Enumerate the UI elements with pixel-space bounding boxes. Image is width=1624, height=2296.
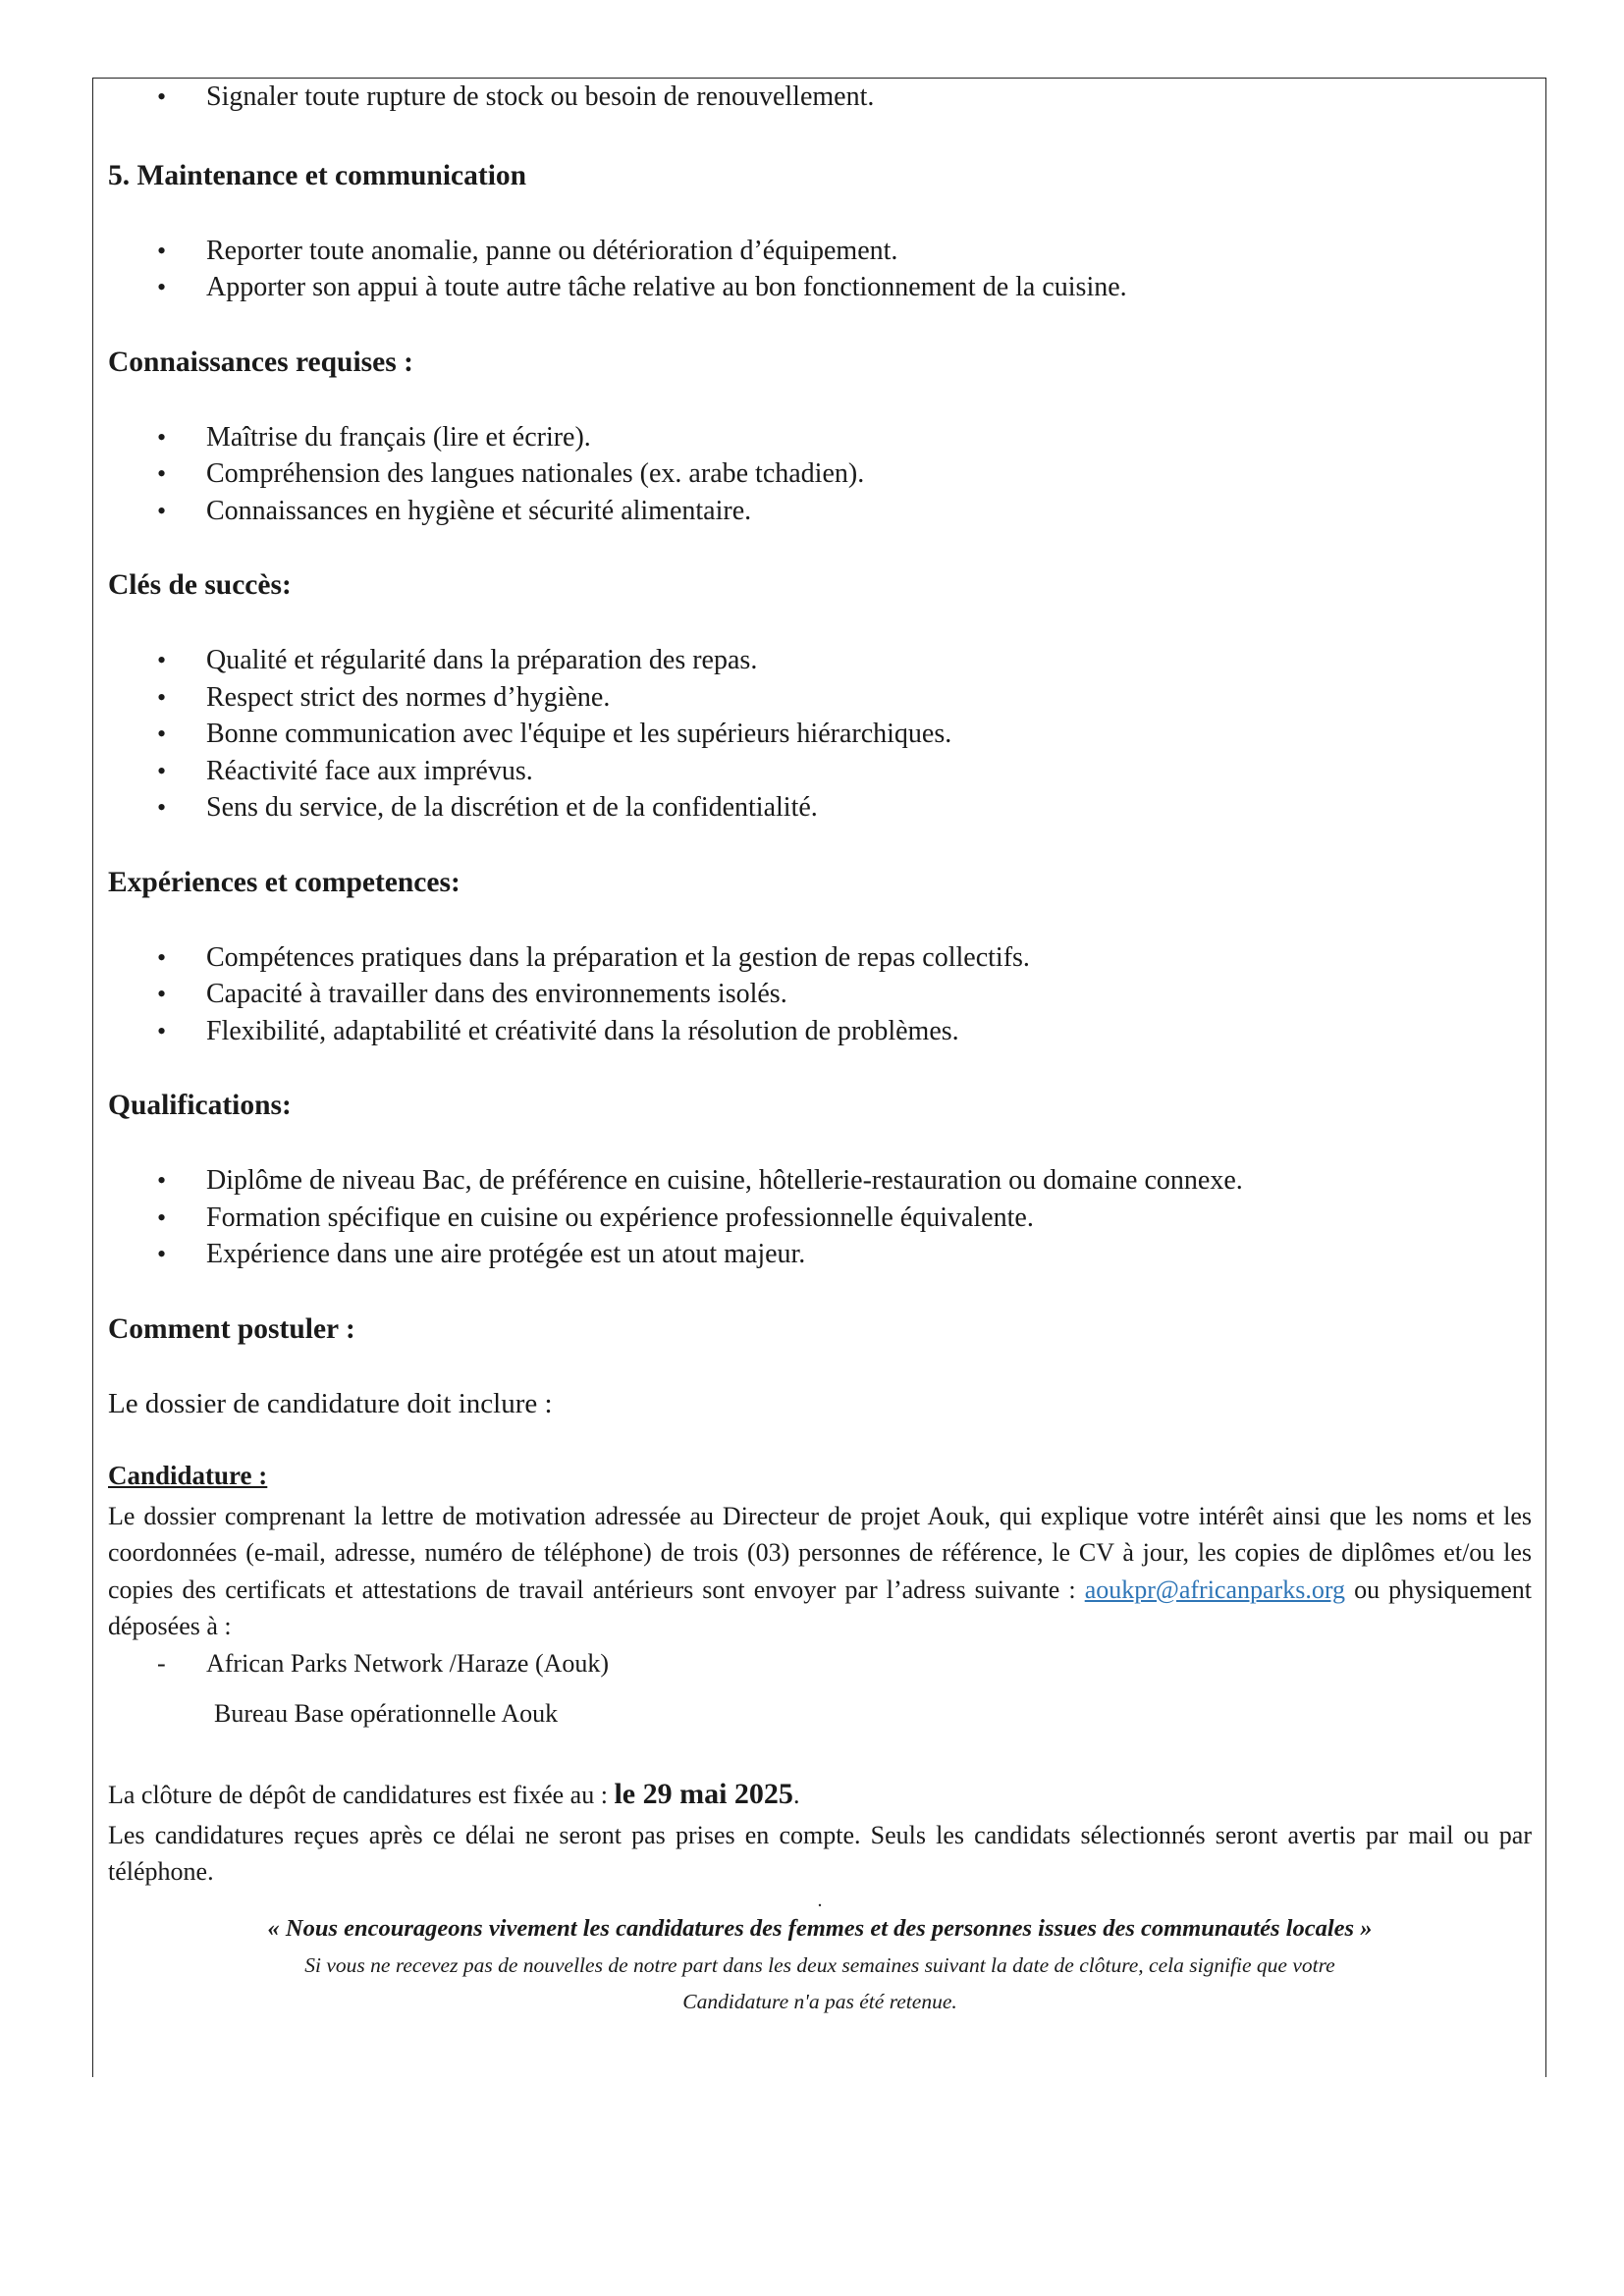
deadline-period: .: [792, 1780, 800, 1809]
late-notice: Les candidatures reçues après ce délai ne seront pas prises en compte. Seuls les candidats sélectionnés seront avertis par mail ou par téléphone.: [108, 1820, 1532, 1886]
list-item: • Connaissances en hygiène et sécurité alimentaire.: [108, 493, 1532, 530]
section-heading-qualifications: Qualifications:: [108, 1090, 292, 1121]
list-item: • Signaler toute rupture de stock ou besoin de renouvellement.: [108, 79, 1532, 116]
address-item: [108, 1645, 1532, 1682]
after-email-text: ou physiquement déposées à :: [108, 1575, 1533, 1640]
section-heading-cles: Clés de succès:: [108, 569, 292, 601]
section-heading-maintenance: 5. Maintenance et communication: [108, 159, 527, 191]
list-item: • Maîtrise du français (lire et écrire).: [108, 419, 1532, 456]
list-item: • Sens du service, de la discrétion et de la confidentialité.: [108, 789, 1532, 827]
section-heading-postuler: Comment postuler :: [108, 1312, 355, 1345]
document-body: [108, 79, 1532, 2020]
candidature-text: [108, 1498, 1532, 1645]
deadline-text: [108, 1775, 1532, 1815]
candidature-body: Le dossier comprenant la lettre de motivation adressée au Directeur de projet Aouk, qui explique votre intérêt ainsi que les noms et les coordonnées (e-mail, adresse, numéro de téléphone) de trois (03) personnes de référence, le CV à jour, les copies de diplômes et/ou les copies des certificats et attestations de travail antérieurs sont envoyer par l’adress suivante :: [108, 1501, 1532, 1604]
dash-marker: -: [157, 1648, 166, 1678]
candidature-title: Candidature :: [108, 1460, 268, 1490]
list-item: • Reporter toute anomalie, panne ou détérioration d’équipement.: [108, 233, 1532, 270]
list-item: • Formation spécifique en cuisine ou expérience professionnelle équivalente.: [108, 1200, 1532, 1237]
list-item: • Compréhension des langues nationales (ex. arabe tchadien).: [108, 455, 1532, 493]
list-item: • Expérience dans une aire protégée est un atout majeur.: [108, 1236, 1532, 1273]
deadline-date: le 29 mai 2025: [614, 1777, 793, 1810]
list-item: • Flexibilité, adaptabilité et créativité dans la résolution de problèmes.: [108, 1013, 1532, 1050]
office-line: Bureau Base opérationnelle Aouk: [214, 1699, 559, 1728]
address-line: African Parks Network /Haraze (Aouk): [206, 1648, 610, 1678]
deadline-label: La clôture de dépôt de candidatures est fixée au :: [108, 1780, 615, 1809]
list-item: • Compétences pratiques dans la préparation et la gestion de repas collectifs.: [108, 939, 1532, 977]
list-item: • Apporter son appui à toute autre tâche relative au bon fonctionnement de la cuisine.: [108, 269, 1532, 306]
encouragement-quote: « Nous encourageons vivement les candidatures des femmes et des personnes issues des communautés locales »: [267, 1914, 1373, 1942]
qualifications-list: [108, 1162, 1532, 1273]
list-item: • Respect strict des normes d’hygiène.: [108, 679, 1532, 717]
closing-note-line1: Si vous ne recevez pas de nouvelles de notre part dans les deux semaines suivant la date de clôture, cela signifie que votre: [304, 1952, 1335, 1977]
experiences-list: [108, 939, 1532, 1050]
email-link[interactable]: aoukpr@africanparks.org: [1084, 1575, 1346, 1604]
connaissances-list: [108, 419, 1532, 530]
list-item: • Capacité à travailler dans des environnements isolés.: [108, 976, 1532, 1013]
cles-list: [108, 642, 1532, 827]
list-item: • Qualité et régularité dans la préparation des repas.: [108, 642, 1532, 679]
section-heading-experiences: Expériences et competences:: [108, 866, 460, 898]
separator-dot: .: [817, 1889, 823, 1911]
apply-intro: Le dossier de candidature doit inclure :: [108, 1387, 553, 1419]
top-list: [108, 79, 1532, 116]
list-item: • Réactivité face aux imprévus.: [108, 753, 1532, 790]
closing-note-line2: Candidature n'a pas été retenue.: [682, 1989, 957, 2013]
section-heading-connaissances: Connaissances requises :: [108, 346, 413, 378]
list-item: • Diplôme de niveau Bac, de préférence en cuisine, hôtellerie-restauration ou domaine connexe.: [108, 1162, 1532, 1200]
list-item: • Bonne communication avec l'équipe et les supérieurs hiérarchiques.: [108, 716, 1532, 753]
maintenance-list: [108, 233, 1532, 306]
